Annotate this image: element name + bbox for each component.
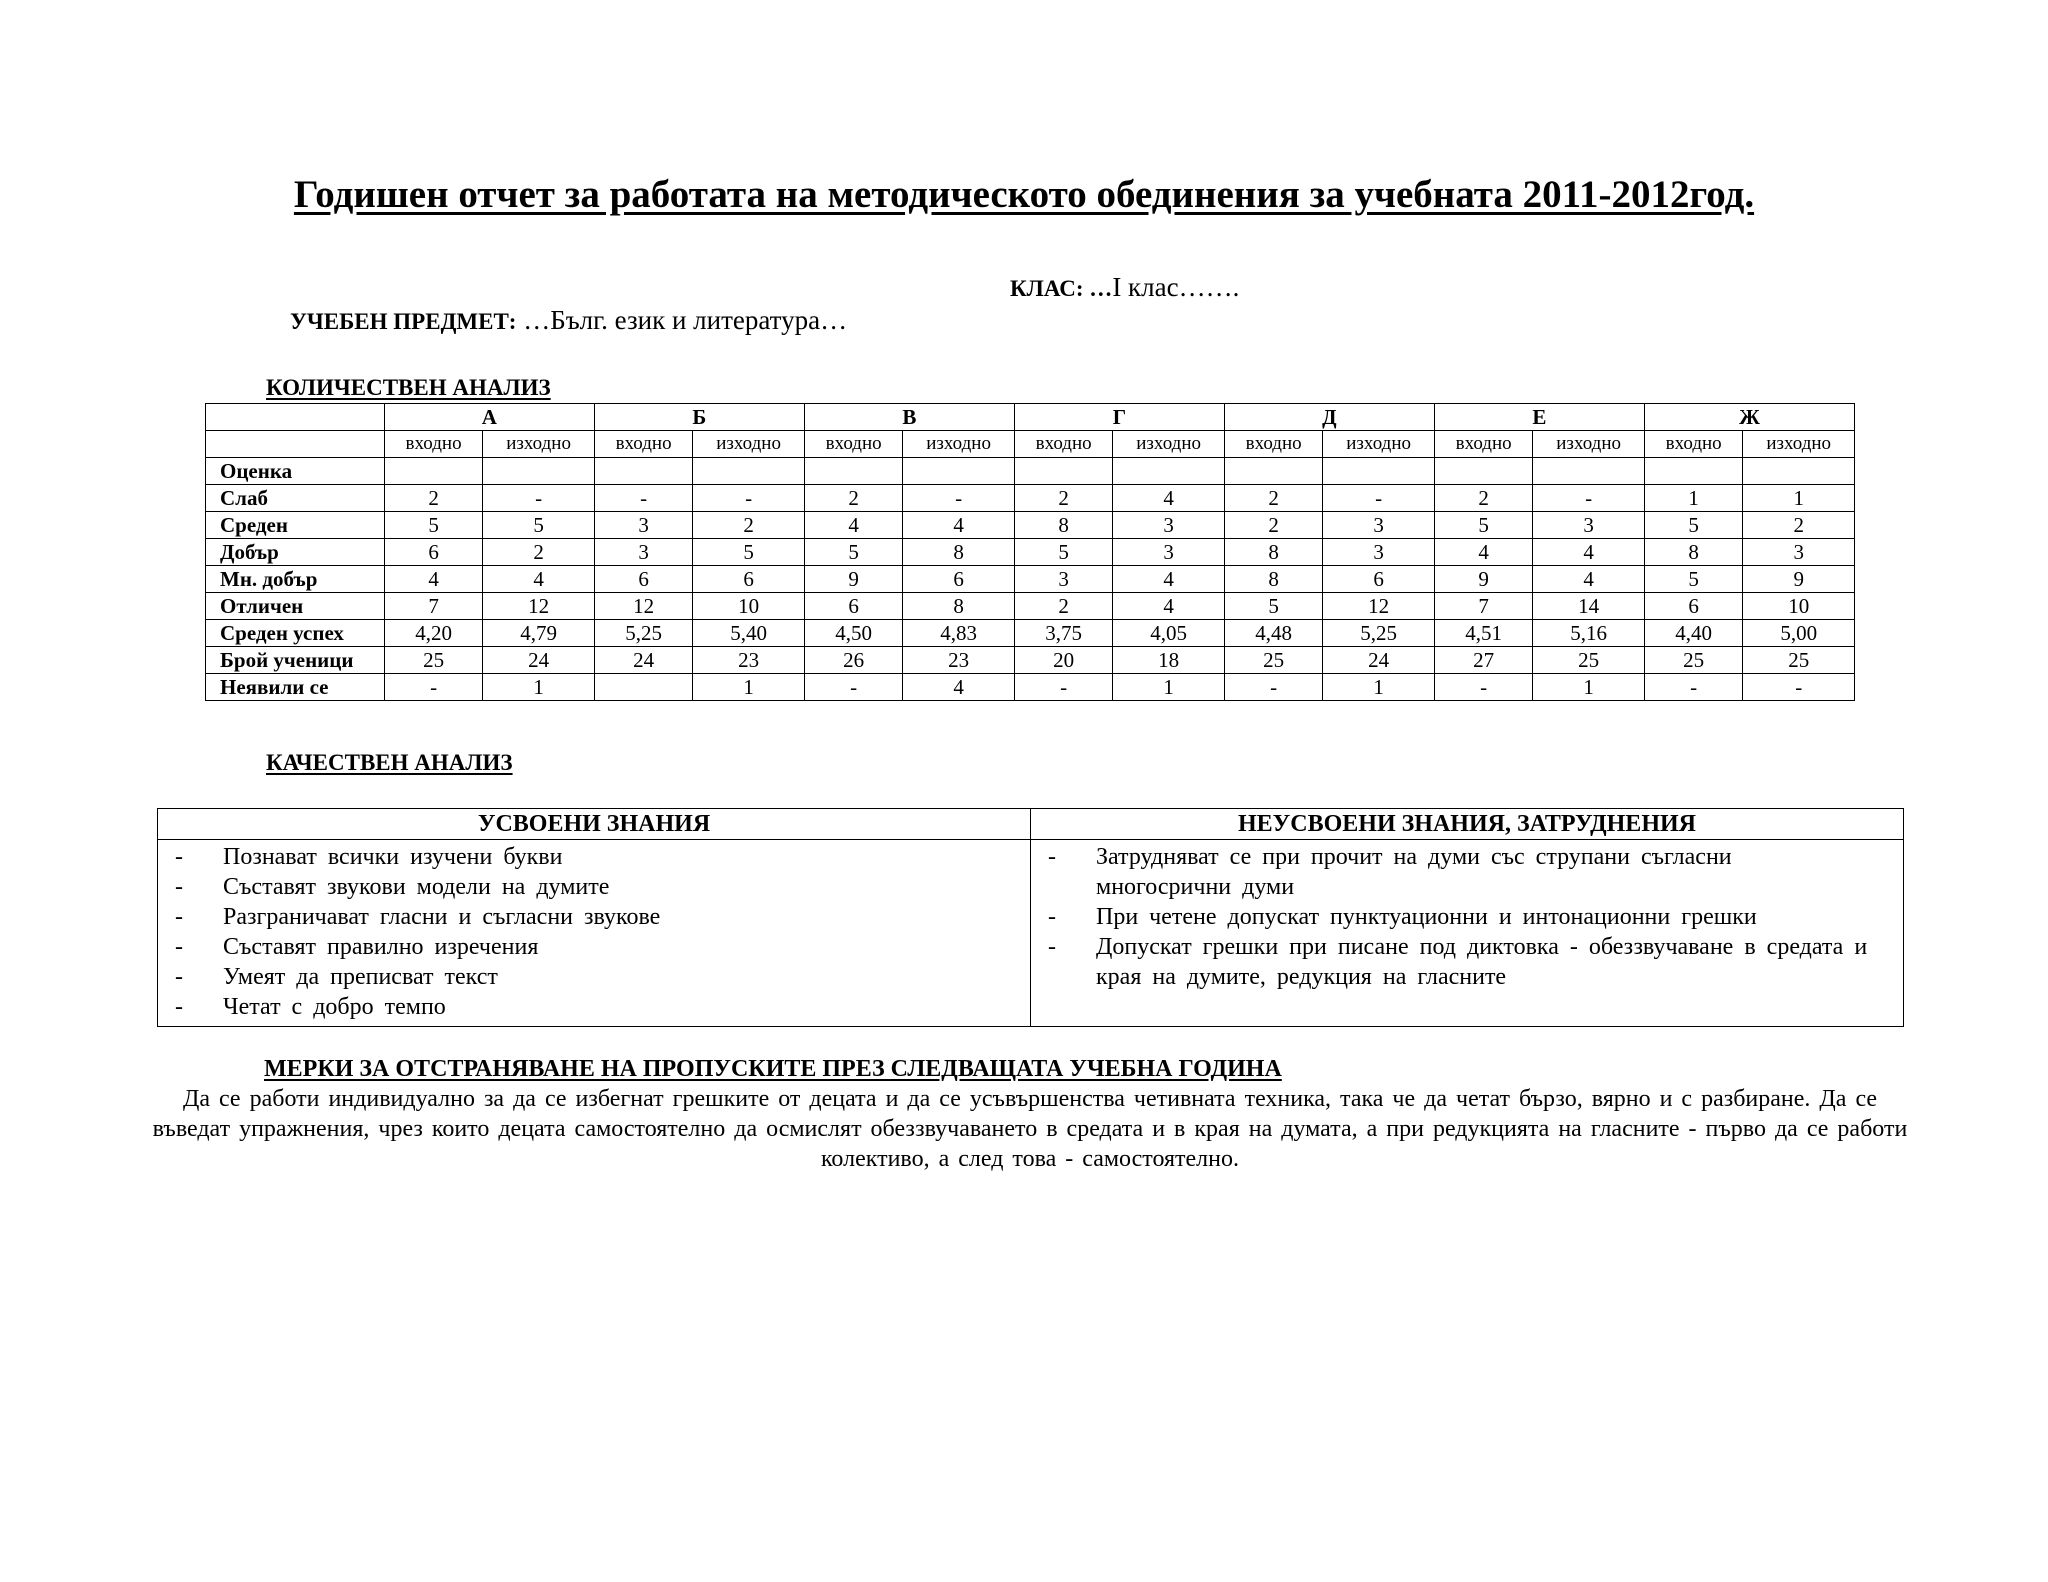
table-cell: 4: [1113, 566, 1225, 593]
exit-test-header: изходно: [1743, 431, 1855, 458]
table-cell: 6: [804, 593, 902, 620]
row-label: Добър: [206, 539, 385, 566]
acquired-knowledge-header: УСВОЕНИ ЗНАНИЯ: [158, 809, 1031, 840]
difficulties-header: НЕУСВОЕНИ ЗНАНИЯ, ЗАТРУДНЕНИЯ: [1031, 809, 1904, 840]
table-row: [206, 458, 1855, 485]
row-label: Мн. добър: [206, 566, 385, 593]
table-cell: [483, 458, 595, 485]
table-cell: -: [1434, 674, 1532, 701]
table-cell: 1: [483, 674, 595, 701]
group-header: Ж: [1644, 404, 1854, 431]
table-cell: 4: [1113, 485, 1225, 512]
table-cell: [594, 458, 692, 485]
table-cell: 4: [1113, 593, 1225, 620]
table-cell: 20: [1014, 647, 1112, 674]
list-item-text: Допускат грешки при писане под диктовка - обеззвучаване в средата и края на думите, редукция на гласните: [1096, 934, 1868, 990]
acquired-knowledge-item: [158, 902, 1030, 932]
group-header: Г: [1014, 404, 1224, 431]
table-cell: -: [1743, 674, 1855, 701]
table-cell: 10: [693, 593, 805, 620]
group-header: Д: [1224, 404, 1434, 431]
table-cell: 4,51: [1434, 620, 1532, 647]
table-cell: 3: [1113, 539, 1225, 566]
group-header: А: [384, 404, 594, 431]
exit-test-header: изходно: [483, 431, 595, 458]
table-cell: [1743, 458, 1855, 485]
table-cell: 4,40: [1644, 620, 1742, 647]
dash-bullet: -: [175, 844, 183, 870]
table-cell: 3: [1533, 512, 1645, 539]
class-label: КЛАС: …: [1010, 276, 1113, 301]
table-cell: 5: [804, 539, 902, 566]
table-cell: 4: [384, 566, 482, 593]
exit-test-header: изходно: [1533, 431, 1645, 458]
table-cell: 3: [1014, 566, 1112, 593]
list-item-text: Съставят правилно изречения: [223, 934, 539, 960]
table-row: [206, 674, 1855, 701]
difficulty-item: [1031, 932, 1903, 992]
table-cell: 25: [384, 647, 482, 674]
table-cell: 1: [1113, 674, 1225, 701]
table-cell: 6: [1323, 566, 1435, 593]
list-item-text: Познават всички изучени букви: [223, 844, 563, 870]
table-cell: 8: [1644, 539, 1742, 566]
table-cell: 12: [594, 593, 692, 620]
table-cell: 4,05: [1113, 620, 1225, 647]
entry-test-header: входно: [384, 431, 482, 458]
table-cell: 9: [1743, 566, 1855, 593]
table-cell: 3: [1323, 512, 1435, 539]
quantitative-heading: КОЛИЧЕСТВЕН АНАЛИЗ: [266, 375, 551, 400]
table-cell: [903, 458, 1015, 485]
corner-cell: [206, 404, 385, 431]
table-cell: 2: [1014, 485, 1112, 512]
acquired-knowledge-list: [158, 842, 1030, 1022]
table-cell: 4: [1434, 539, 1532, 566]
list-item-text: Разграничават гласни и съгласни звукове: [223, 904, 661, 930]
table-cell: 4,20: [384, 620, 482, 647]
table-cell: 9: [804, 566, 902, 593]
dash-bullet: -: [175, 994, 183, 1020]
group-header: В: [804, 404, 1014, 431]
table-cell: 12: [483, 593, 595, 620]
table-cell: [1224, 458, 1322, 485]
table-cell: 6: [693, 566, 805, 593]
table-cell: 4,83: [903, 620, 1015, 647]
table-cell: 4,48: [1224, 620, 1322, 647]
table-cell: 8: [903, 593, 1015, 620]
table-cell: -: [693, 485, 805, 512]
table-cell: 5: [483, 512, 595, 539]
acquired-knowledge-item: [158, 842, 1030, 872]
table-cell: 18: [1113, 647, 1225, 674]
table-cell: 5: [1644, 566, 1742, 593]
acquired-knowledge-item: [158, 932, 1030, 962]
measures-heading: МЕРКИ ЗА ОТСТРАНЯВАНЕ НА ПРОПУСКИТЕ ПРЕЗ СЛЕДВАЩАТА УЧЕБНА ГОДИНА: [264, 1056, 1282, 1082]
table-cell: 8: [1224, 566, 1322, 593]
list-item-text: Затрудняват се при прочит на думи със струпани съгласни многосрични думи: [1096, 844, 1732, 900]
table-cell: 5: [1014, 539, 1112, 566]
row-label: Среден: [206, 512, 385, 539]
table-cell: 12: [1323, 593, 1435, 620]
table-cell: -: [384, 674, 482, 701]
table-cell: 3,75: [1014, 620, 1112, 647]
qualitative-table: [157, 808, 1904, 1027]
table-cell: [804, 458, 902, 485]
table-row: [206, 620, 1855, 647]
acquired-knowledge-item: [158, 992, 1030, 1022]
table-row: [206, 647, 1855, 674]
group-header: Е: [1434, 404, 1644, 431]
table-cell: -: [1644, 674, 1742, 701]
table-cell: 2: [1434, 485, 1532, 512]
table-cell: [594, 674, 692, 701]
dash-bullet: -: [175, 934, 183, 960]
table-cell: 25: [1743, 647, 1855, 674]
table-cell: 2: [384, 485, 482, 512]
table-row: [206, 512, 1855, 539]
table-cell: 6: [384, 539, 482, 566]
table-cell: -: [1014, 674, 1112, 701]
difficulty-item: [1031, 842, 1903, 902]
table-cell: 2: [1014, 593, 1112, 620]
table-cell: 2: [693, 512, 805, 539]
table-row: [206, 593, 1855, 620]
table-cell: 8: [903, 539, 1015, 566]
subject-label: УЧЕБЕН ПРЕДМЕТ:: [290, 309, 517, 334]
entry-test-header: входно: [1644, 431, 1742, 458]
table-cell: 3: [1743, 539, 1855, 566]
table-cell: -: [903, 485, 1015, 512]
exit-test-header: изходно: [903, 431, 1015, 458]
table-cell: 5,00: [1743, 620, 1855, 647]
table-cell: -: [1533, 485, 1645, 512]
row-label: Оценка: [206, 458, 385, 485]
entry-test-header: входно: [1434, 431, 1532, 458]
document-title: Годишен отчет за работата на методическото обединения за учебната 2011-2012год.: [293, 173, 1755, 216]
class-line: [1010, 272, 1239, 303]
table-row: [206, 485, 1855, 512]
acquired-knowledge-item: [158, 872, 1030, 902]
table-cell: 4,50: [804, 620, 902, 647]
table-cell: -: [594, 485, 692, 512]
table-cell: -: [483, 485, 595, 512]
dash-bullet: -: [175, 904, 183, 930]
table-cell: 5,16: [1533, 620, 1645, 647]
entry-test-header: входно: [1224, 431, 1322, 458]
subject-value: …Бълг. език и литература…: [516, 305, 848, 335]
table-cell: 3: [1323, 539, 1435, 566]
table-cell: 27: [1434, 647, 1532, 674]
table-row: [206, 539, 1855, 566]
table-cell: 4: [903, 674, 1015, 701]
table-cell: [1323, 458, 1435, 485]
table-cell: 2: [1743, 512, 1855, 539]
table-cell: 24: [594, 647, 692, 674]
table-cell: 14: [1533, 593, 1645, 620]
table-cell: 1: [1323, 674, 1435, 701]
table-cell: 5,25: [594, 620, 692, 647]
table-cell: 4: [483, 566, 595, 593]
table-cell: [1644, 458, 1742, 485]
table-cell: -: [804, 674, 902, 701]
table-cell: 8: [1224, 539, 1322, 566]
measures-text: Да се работи индивидуално за да се избегнат грешките от децата и да се усъвършенства четивната техника, така че да четат бързо, вярно и с разбиране. Да се въведат упражнения, чрез които децата самостоятелно да осмислят обеззвучаването в средата и в края на думата, а при редукцията на гласните - първо да се работи колективо, а след това - самостоятелно.: [152, 1086, 1908, 1172]
dash-bullet: -: [175, 874, 183, 900]
row-label: Брой ученици: [206, 647, 385, 674]
table-cell: 6: [1644, 593, 1742, 620]
difficulty-item: [1031, 902, 1903, 932]
entry-test-header: входно: [1014, 431, 1112, 458]
row-label: Слаб: [206, 485, 385, 512]
table-cell: 26: [804, 647, 902, 674]
table-cell: 4,79: [483, 620, 595, 647]
table-cell: 5: [1644, 512, 1742, 539]
table-cell: 25: [1533, 647, 1645, 674]
dash-bullet: -: [1048, 904, 1056, 930]
list-item-text: Умеят да преписват текст: [223, 964, 498, 990]
row-label: Отличен: [206, 593, 385, 620]
table-cell: 5,40: [693, 620, 805, 647]
table-cell: [1113, 458, 1225, 485]
table-cell: 23: [693, 647, 805, 674]
table-cell: 1: [1533, 674, 1645, 701]
table-cell: 5: [1434, 512, 1532, 539]
entry-test-header: входно: [594, 431, 692, 458]
dash-bullet: -: [175, 964, 183, 990]
table-cell: 5: [384, 512, 482, 539]
table-cell: 5: [693, 539, 805, 566]
table-cell: 3: [594, 512, 692, 539]
table-cell: 10: [1743, 593, 1855, 620]
difficulties-list: [1031, 842, 1903, 992]
table-cell: 9: [1434, 566, 1532, 593]
table-cell: 7: [1434, 593, 1532, 620]
dash-bullet: -: [1048, 844, 1056, 870]
acquired-knowledge-item: [158, 962, 1030, 992]
table-cell: [1014, 458, 1112, 485]
table-cell: 25: [1644, 647, 1742, 674]
corner-cell: [206, 431, 385, 458]
table-cell: 2: [1224, 512, 1322, 539]
table-cell: 2: [1224, 485, 1322, 512]
qualitative-heading: КАЧЕСТВЕН АНАЛИЗ: [266, 750, 513, 775]
table-cell: 6: [903, 566, 1015, 593]
table-cell: 1: [1644, 485, 1742, 512]
exit-test-header: изходно: [693, 431, 805, 458]
list-item-text: Четат с добро темпо: [223, 994, 446, 1020]
row-label: Неявили се: [206, 674, 385, 701]
table-cell: 2: [483, 539, 595, 566]
entry-test-header: входно: [804, 431, 902, 458]
table-cell: 1: [693, 674, 805, 701]
exit-test-header: изходно: [1113, 431, 1225, 458]
table-cell: 25: [1224, 647, 1322, 674]
table-cell: 3: [594, 539, 692, 566]
table-row: [206, 566, 1855, 593]
table-cell: 1: [1743, 485, 1855, 512]
table-cell: 4: [804, 512, 902, 539]
table-cell: -: [1224, 674, 1322, 701]
table-cell: 6: [594, 566, 692, 593]
table-cell: 24: [1323, 647, 1435, 674]
table-cell: 5,25: [1323, 620, 1435, 647]
dash-bullet: -: [1048, 934, 1056, 960]
table-cell: 4: [1533, 539, 1645, 566]
table-cell: [1533, 458, 1645, 485]
table-cell: -: [1323, 485, 1435, 512]
table-cell: 4: [1533, 566, 1645, 593]
row-label: Среден успех: [206, 620, 385, 647]
table-cell: [384, 458, 482, 485]
table-cell: 8: [1014, 512, 1112, 539]
table-cell: 24: [483, 647, 595, 674]
table-cell: 4: [903, 512, 1015, 539]
table-cell: 5: [1224, 593, 1322, 620]
subject-line: [290, 305, 847, 336]
table-cell: [1434, 458, 1532, 485]
exit-test-header: изходно: [1323, 431, 1435, 458]
table-cell: 23: [903, 647, 1015, 674]
table-cell: 3: [1113, 512, 1225, 539]
quantitative-table: [205, 403, 1855, 701]
table-cell: [693, 458, 805, 485]
table-cell: 2: [804, 485, 902, 512]
list-item-text: Съставят звукови модели на думите: [223, 874, 610, 900]
class-value: I клас…….: [1112, 272, 1240, 302]
table-cell: 7: [384, 593, 482, 620]
group-header: Б: [594, 404, 804, 431]
list-item-text: При четене допускат пунктуационни и интонационни грешки: [1096, 904, 1757, 930]
